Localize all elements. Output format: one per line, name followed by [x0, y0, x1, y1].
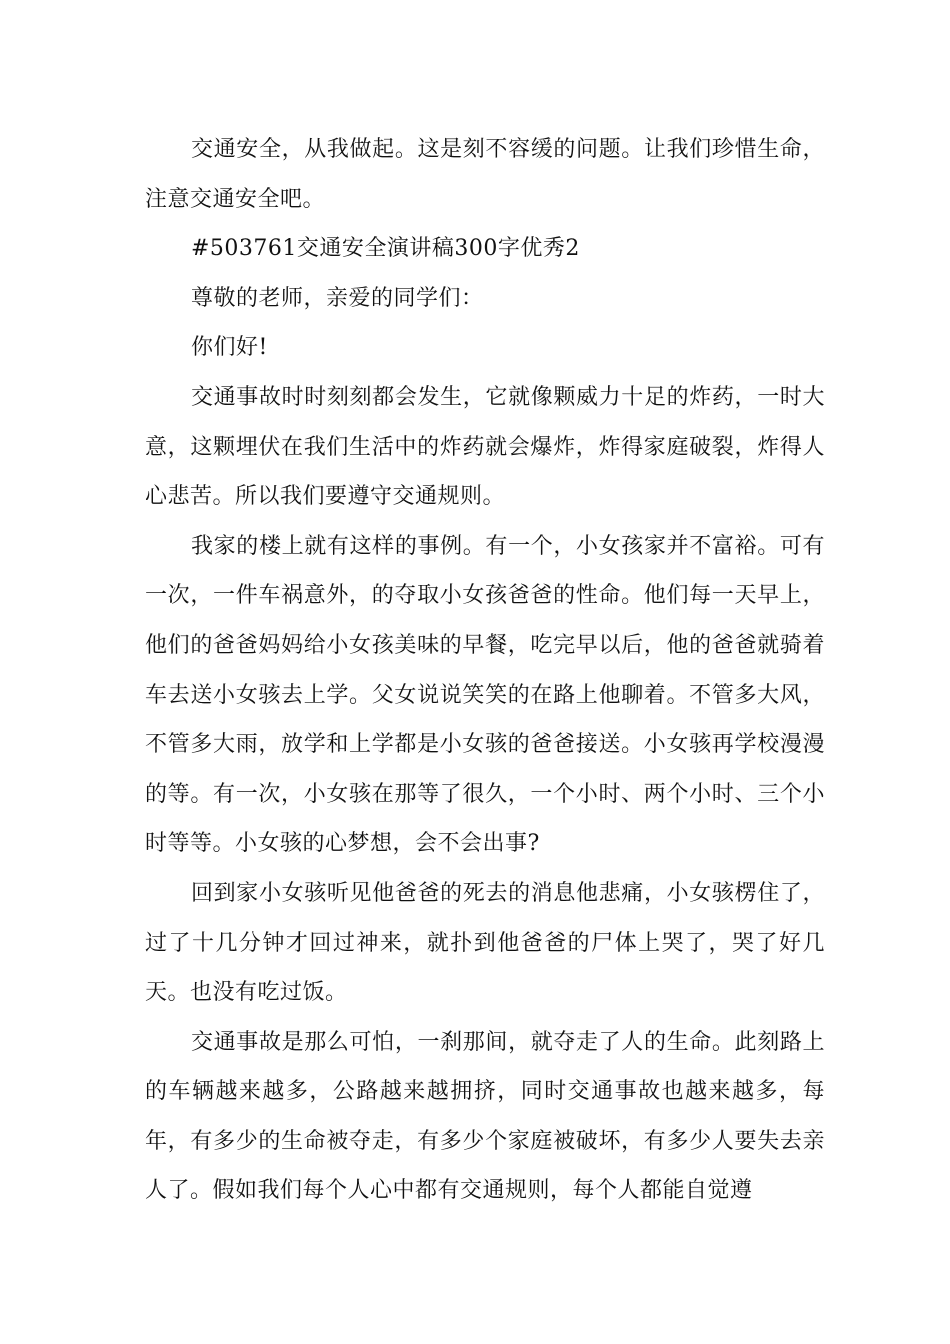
paragraph-conclusion: 交通安全，从我做起。这是刻不容缓的问题。让我们珍惜生命，注意交通安全吧。 — [145, 137, 825, 212]
paragraph-intro: 交通事故时时刻刻都会发生，它就像颗威力十足的炸药，一时大意，这颗埋伏在我们生活中的炸药就会爆炸，炸得家庭破裂，炸得人心悲苦。所以我们要遵守交通规则。 — [145, 384, 825, 510]
body-text — [145, 125, 825, 1216]
salutation: 尊敬的老师，亲爱的同学们： — [191, 285, 484, 311]
paragraph-story: 我家的楼上就有这样的事例。有一个，小女孩家并不富裕。可有一次，一件车祸意外，的夺取小女孩爸爸的性命。他们每一天早上，他们的爸爸妈妈给小女孩美味的早餐，吃完早以后，他的爸爸就骑着车去送小女骇去上学。父女说说笑笑的在路上他聊着。不管多大风，不管多大雨，放学和上学都是小女骇的爸爸接送。小女骇再学校漫漫的等。有一次，小女骇在那等了很久，一个小时、两个小时、三个小时等等。小女骇的心梦想，会不会出事? — [145, 533, 825, 857]
section-heading: #503761交通安全演讲稿300字优秀2 — [191, 236, 580, 262]
greeting: 你们好! — [191, 335, 268, 361]
paragraph-reflection: 交通事故是那么可怕，一刹那间，就夺走了人的生命。此刻路上的车辆越来越多，公路越来越拥挤，同时交通事故也越来越多，每年，有多少的生命被夺走，有多少个家庭被破坏，有多少人要失去亲人了。假如我们每个人心中都有交通规则，每个人都能自觉遵 — [145, 1029, 825, 1204]
paragraph-aftermath: 回到家小女骇听见他爸爸的死去的消息他悲痛，小女骇楞住了，过了十几分钟才回过神来，就扑到他爸爸的尸体上哭了，哭了好几天。也没有吃过饭。 — [145, 880, 825, 1006]
